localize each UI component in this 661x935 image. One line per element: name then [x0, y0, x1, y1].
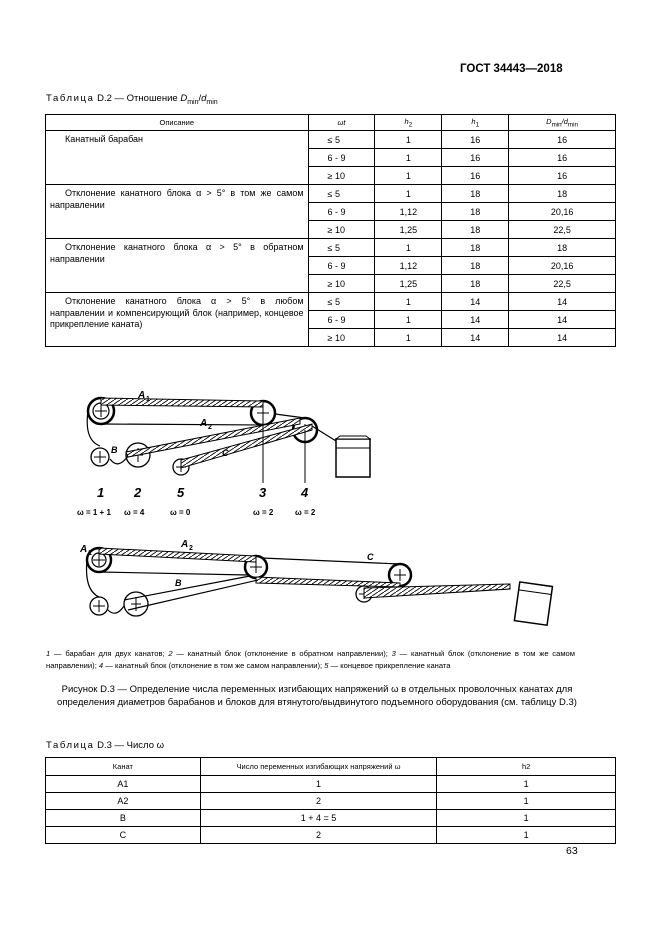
table-cell: ≤ 5: [308, 293, 375, 311]
label-a2: A: [200, 418, 208, 429]
table-cell: 2: [200, 793, 437, 810]
table-cell: 18: [442, 239, 509, 257]
svg-text:2: 2: [189, 545, 193, 552]
omega-5: ω = 0: [170, 508, 191, 517]
number-4: 4: [301, 485, 309, 500]
row-description: Канатный барабан: [46, 131, 309, 185]
table-cell: 16: [442, 167, 509, 185]
table-cell: 16: [509, 149, 616, 167]
label-bottom-a2: A: [181, 539, 189, 550]
col-header-ratio: $D_{min}/d_{min}$: [509, 115, 616, 131]
table-cell: 1: [375, 329, 442, 347]
table-cell: 14: [509, 329, 616, 347]
row-description: Отклонение канатного блока α > 5° в обратном направлении: [46, 239, 309, 293]
table-cell: 1: [437, 810, 616, 827]
caption-prefix: Таблица: [46, 93, 95, 104]
table-d3: [45, 757, 616, 844]
table-cell: ≥ 10: [308, 221, 375, 239]
svg-text:1: 1: [88, 550, 92, 557]
number-5: 5: [177, 485, 185, 500]
label-c: C: [222, 448, 229, 458]
standard-designation: ГОСТ 34443—2018: [460, 63, 563, 75]
figure-caption: Рисунок D.3 — Определение числа переменных изгибающих напряжений ω в отдельных проволочных канатах для определения диаметров барабанов и блоков для втянутого/выдвинутого подъемного оборудования (см. таблицу D.3): [57, 684, 577, 708]
table-cell: 16: [442, 131, 509, 149]
table-cell: B: [46, 810, 201, 827]
table-cell: 22,5: [509, 275, 616, 293]
figure-legend: 1 — барабан для двух канатов; 2 — канатный блок (отклонение в обратном направлении); 3 — канатный блок (отклонение в том же самом направлении); 4 — канатный блок (отклонение в том же самом направлении); 5 — концевое прикрепление каната: [46, 649, 575, 670]
label-bottom-b: B: [175, 578, 182, 588]
table-row: [46, 810, 616, 827]
col-header-h2: h2: [437, 758, 616, 776]
number-1: 1: [97, 485, 105, 500]
table-cell: ≤ 5: [308, 185, 375, 203]
table-cell: 1: [375, 239, 442, 257]
omega-1: ω = 1 + 1: [77, 508, 111, 517]
col-header-count: Число переменных изгибающих напряжений ω: [200, 758, 437, 776]
table-cell: 14: [509, 293, 616, 311]
table-header-row: [46, 758, 616, 776]
omega-3: ω = 2: [253, 508, 274, 517]
svg-text:2: 2: [208, 424, 212, 431]
caption-dlsub: min: [206, 98, 218, 106]
omega-4: ω = 2: [295, 508, 316, 517]
table-cell: 16: [442, 149, 509, 167]
table-row: [46, 776, 616, 793]
bottom-diagram: [79, 539, 552, 625]
table-cell: 6 - 9: [308, 149, 375, 167]
table-cell: 1: [375, 131, 442, 149]
label-bottom-a1: A: [80, 544, 88, 555]
table-cell: ≤ 5: [308, 131, 375, 149]
top-diagram: [77, 390, 370, 517]
table-cell: ≥ 10: [308, 329, 375, 347]
table-cell: A1: [46, 776, 201, 793]
col-header-wt: ωt: [308, 115, 375, 131]
col-header-h1: $h_1$: [442, 115, 509, 131]
table-cell: 1: [375, 293, 442, 311]
table-cell: 20,16: [509, 203, 616, 221]
table-cell: A2: [46, 793, 201, 810]
table-cell: 1: [375, 167, 442, 185]
table-cell: 6 - 9: [308, 311, 375, 329]
table-cell: 1,25: [375, 221, 442, 239]
hook-block-top: [336, 436, 370, 477]
table-cell: 2: [200, 827, 437, 844]
table-cell: 14: [509, 311, 616, 329]
label-b: B: [111, 445, 118, 455]
table-cell: 20,16: [509, 257, 616, 275]
table-cell: C: [46, 827, 201, 844]
table-cell: 14: [442, 293, 509, 311]
table-row: [46, 793, 616, 810]
col-header-h2: $h_2$: [375, 115, 442, 131]
table-cell: 1,12: [375, 257, 442, 275]
table-cell: 18: [509, 239, 616, 257]
row-description: Отклонение канатного блока α > 5° в любом направлении и компенсирующий блок (например, концевое прикрепление каната): [46, 293, 309, 347]
table-d3-body: [46, 776, 616, 844]
page-number: 63: [566, 845, 578, 857]
caption-text: — Отношение: [114, 93, 181, 104]
table-cell: 1 + 4 = 5: [200, 810, 437, 827]
table-cell: 1: [375, 185, 442, 203]
table-row: [46, 827, 616, 844]
table-cell: 18: [442, 257, 509, 275]
table-cell: 18: [442, 185, 509, 203]
table-cell: 22,5: [509, 221, 616, 239]
table-cell: 18: [509, 185, 616, 203]
table-cell: 1,25: [375, 275, 442, 293]
table-cell: 1: [375, 149, 442, 167]
table-cell: 18: [442, 275, 509, 293]
col-header-rope: Канат: [46, 758, 201, 776]
table-cell: 18: [442, 203, 509, 221]
table-cell: 1: [437, 827, 616, 844]
table-cell: 1: [437, 776, 616, 793]
table-cell: 1: [375, 311, 442, 329]
row-description: Отклонение канатного блока α > 5° в том же самом направлении: [46, 185, 309, 239]
table-cell: 1: [200, 776, 437, 793]
caption-d: D: [180, 93, 188, 104]
label-bottom-c: C: [367, 552, 374, 562]
col-header-desc: Описание: [46, 115, 309, 131]
table-cell: 6 - 9: [308, 257, 375, 275]
table-cell: 18: [442, 221, 509, 239]
omega-2: ω = 4: [124, 508, 145, 517]
table-cell: 14: [442, 311, 509, 329]
table-cell: 16: [509, 131, 616, 149]
table-d3-caption: Таблица D.3 — Число ω: [46, 740, 165, 751]
caption-slash: /: [198, 93, 202, 104]
table-cell: ≥ 10: [308, 167, 375, 185]
table-cell: 1,12: [375, 203, 442, 221]
table-cell: 16: [509, 167, 616, 185]
caption-number: D.2: [97, 93, 112, 104]
caption-dsub: min: [187, 98, 199, 106]
table-cell: 14: [442, 329, 509, 347]
number-3: 3: [259, 485, 267, 500]
number-2: 2: [134, 485, 142, 500]
table-cell: ≥ 10: [308, 275, 375, 293]
hook-block-bottom: [514, 582, 552, 625]
table-cell: 6 - 9: [308, 203, 375, 221]
caption-dl: d: [201, 93, 207, 104]
svg-text:1: 1: [146, 396, 150, 403]
table-cell: ≤ 5: [308, 239, 375, 257]
table-cell: 1: [437, 793, 616, 810]
label-a1: A: [138, 390, 146, 401]
